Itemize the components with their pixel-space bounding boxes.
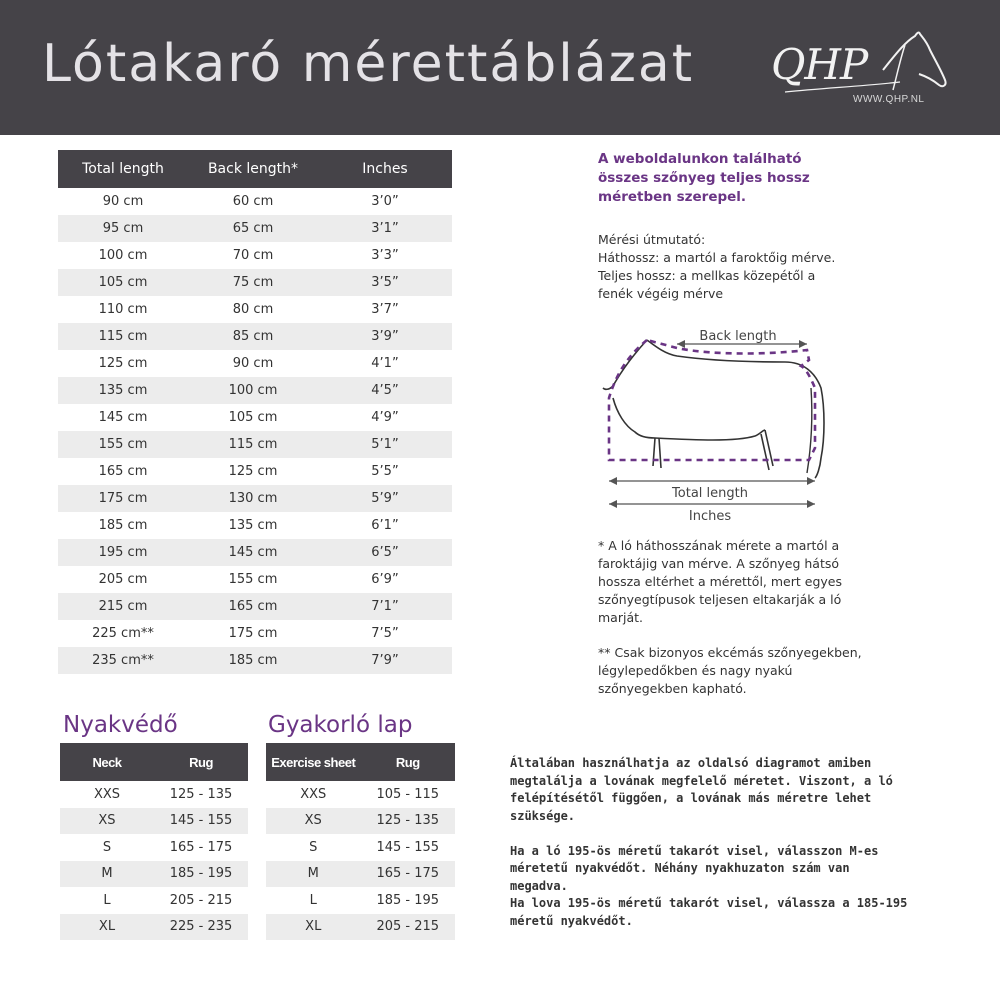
page-title: Lótakaró mérettáblázat bbox=[42, 34, 695, 94]
table-row bbox=[58, 242, 452, 269]
table-row bbox=[58, 215, 452, 242]
neck-guard-title: Nyakvédő bbox=[63, 712, 178, 738]
table-cell: 110 cm bbox=[98, 302, 148, 317]
horse-diagram-icon bbox=[595, 318, 835, 528]
table-cell: 165 cm bbox=[188, 593, 318, 620]
table-cell: 185 cm bbox=[188, 647, 318, 674]
table-cell: 5’1” bbox=[318, 431, 452, 458]
table-cell: 3’0” bbox=[371, 194, 399, 209]
table-cell: XS bbox=[60, 808, 154, 835]
table-cell: 125 - 135 bbox=[361, 808, 456, 835]
table-row bbox=[266, 914, 455, 941]
table-cell: 6’9” bbox=[371, 572, 399, 587]
neck-table-body bbox=[60, 781, 248, 940]
table-cell: 5’5” bbox=[371, 464, 399, 479]
horse-measurement-diagram bbox=[595, 318, 835, 528]
table-header-row bbox=[58, 150, 452, 188]
table-cell: 185 - 195 bbox=[376, 892, 440, 908]
table-cell: 225 - 235 bbox=[154, 914, 248, 941]
table-row bbox=[58, 323, 452, 350]
table-row bbox=[58, 350, 452, 377]
table-cell: 3’1” bbox=[318, 215, 452, 242]
table-row bbox=[58, 593, 452, 620]
column-header: Exercise sheet bbox=[266, 743, 361, 781]
table-row bbox=[60, 914, 248, 941]
table-cell: XXS bbox=[93, 786, 121, 802]
qhp-logo bbox=[765, 30, 965, 115]
table-cell: 90 cm bbox=[102, 194, 144, 209]
table-cell: L bbox=[103, 892, 111, 908]
table-cell: 125 cm bbox=[98, 356, 148, 371]
table-cell: 5’9” bbox=[318, 485, 452, 512]
table-row bbox=[58, 458, 452, 485]
table-row bbox=[58, 539, 452, 566]
table-cell: 165 - 175 bbox=[361, 861, 456, 888]
table-cell: 6’5” bbox=[318, 539, 452, 566]
exercise-table-body bbox=[266, 781, 455, 940]
table-row bbox=[266, 861, 455, 888]
neck-size-table bbox=[60, 743, 248, 940]
table-cell: 125 - 135 bbox=[169, 786, 233, 802]
table-cell: XXS bbox=[300, 786, 327, 802]
table-cell: 65 cm bbox=[188, 215, 318, 242]
table-cell: 145 cm bbox=[98, 410, 148, 425]
table-cell: L bbox=[309, 892, 317, 908]
column-header: Rug bbox=[361, 743, 456, 781]
table-cell: 225 cm** bbox=[92, 626, 154, 641]
table-cell: 185 cm bbox=[98, 518, 148, 533]
table-cell: 100 cm bbox=[188, 377, 318, 404]
table-cell: 165 cm bbox=[98, 464, 148, 479]
table-cell: 100 cm bbox=[98, 248, 148, 263]
table-cell: XL bbox=[60, 914, 154, 941]
table-cell: 4’9” bbox=[371, 410, 399, 425]
table-cell: 4’5” bbox=[318, 377, 452, 404]
table-header-row bbox=[266, 743, 455, 781]
table-cell: 85 cm bbox=[188, 323, 318, 350]
table-cell: 155 cm bbox=[228, 572, 278, 587]
table-row bbox=[58, 647, 452, 674]
table-row bbox=[58, 566, 452, 593]
footnote-availability: ** Csak bizonyos ekcémás szőnyegekben, légylepedőkben és nagy nyakú szőnyegekben kapható. bbox=[598, 645, 862, 696]
table-cell: 215 cm bbox=[58, 593, 188, 620]
table-cell: 235 cm** bbox=[58, 647, 188, 674]
table-row bbox=[58, 512, 452, 539]
table-cell: XL bbox=[266, 914, 361, 941]
size-info-note: A weboldalunkon található összes szőnyeg teljes hossz méretben szerepel. bbox=[598, 151, 810, 205]
table-cell: S bbox=[102, 839, 112, 855]
table-row bbox=[58, 404, 452, 431]
table-cell: 95 cm bbox=[58, 215, 188, 242]
size-table bbox=[58, 150, 452, 674]
table-row bbox=[266, 834, 455, 861]
size-table-body bbox=[58, 188, 452, 674]
exercise-size-table bbox=[266, 743, 455, 940]
logo-url: WWW.QHP.NL bbox=[853, 94, 925, 105]
table-cell: 145 cm bbox=[188, 539, 318, 566]
table-row bbox=[60, 808, 248, 835]
table-cell: 205 - 215 bbox=[169, 892, 233, 908]
table-cell: 105 cm bbox=[58, 269, 188, 296]
table-row bbox=[60, 887, 248, 914]
table-cell: 3’9” bbox=[318, 323, 452, 350]
table-cell: 3’5” bbox=[318, 269, 452, 296]
column-header: Total length bbox=[58, 150, 188, 188]
table-cell: 125 cm bbox=[228, 464, 278, 479]
table-cell: 7’1” bbox=[318, 593, 452, 620]
column-header: Rug bbox=[154, 743, 248, 781]
table-cell: 3’7” bbox=[371, 302, 399, 317]
table-row bbox=[58, 269, 452, 296]
table-row bbox=[58, 485, 452, 512]
back-length-label: Back length bbox=[699, 329, 777, 344]
table-cell: 175 cm bbox=[58, 485, 188, 512]
table-row bbox=[60, 861, 248, 888]
table-cell: 80 cm bbox=[232, 302, 274, 317]
table-row bbox=[60, 781, 248, 808]
table-cell: 4’1” bbox=[371, 356, 399, 371]
table-cell: 135 cm bbox=[58, 377, 188, 404]
table-header-row bbox=[60, 743, 248, 781]
table-cell: M bbox=[266, 861, 361, 888]
page-header bbox=[0, 0, 1000, 135]
exercise-sheet-title: Gyakorló lap bbox=[268, 712, 413, 738]
column-header: Neck bbox=[60, 743, 154, 781]
table-row bbox=[266, 887, 455, 914]
table-cell: 115 cm bbox=[58, 323, 188, 350]
footnote-back-length: * A ló háthosszának mérete a martól a faroktájig van mérve. A szőnyeg hátsó hossza eltérhet a mérettől, mert egyes szőnyegtípusok teljesen eltakarják a ló marját. bbox=[598, 538, 842, 625]
neck-guard-advice: Általában használhatja az oldalsó diagramot amiben megtalálja a lovának megfelelő méretet. Viszont, a ló felépítésétől függően, a lovának más méretre lehet szüksége. Ha a ló 195-ös méretű takarót visel, válasszon M-es méretetű nyakvédőt. Néhány nyakhuzaton szám van megadva. Ha lova 195-ös méretű takarót visel, válassza a 185-195 méretű nyakvédőt. bbox=[510, 756, 908, 928]
table-row bbox=[60, 834, 248, 861]
table-cell: 165 - 175 bbox=[169, 839, 233, 855]
table-cell: 60 cm bbox=[232, 194, 274, 209]
table-cell: 105 cm bbox=[228, 410, 278, 425]
table-cell: 135 cm bbox=[228, 518, 278, 533]
table-row bbox=[58, 296, 452, 323]
table-cell: 105 - 115 bbox=[376, 786, 440, 802]
table-row bbox=[58, 377, 452, 404]
table-cell: 115 cm bbox=[188, 431, 318, 458]
table-cell: 75 cm bbox=[188, 269, 318, 296]
table-cell: 7’5” bbox=[371, 626, 399, 641]
table-cell: 3’3” bbox=[371, 248, 399, 263]
table-cell: M bbox=[60, 861, 154, 888]
table-cell: 6’1” bbox=[371, 518, 399, 533]
table-cell: 205 - 215 bbox=[361, 914, 456, 941]
table-cell: 70 cm bbox=[232, 248, 274, 263]
table-cell: 155 cm bbox=[58, 431, 188, 458]
table-row bbox=[266, 781, 455, 808]
table-cell: 185 - 195 bbox=[154, 861, 248, 888]
measuring-guide: Mérési útmutató: Háthossz: a martól a faroktőig mérve. Teljes hossz: a mellkas közepétől a fenék végéig mérve bbox=[598, 232, 836, 301]
inches-label: Inches bbox=[688, 509, 732, 524]
table-cell: 7’9” bbox=[318, 647, 452, 674]
table-cell: S bbox=[309, 839, 318, 855]
table-row bbox=[58, 620, 452, 647]
table-cell: XS bbox=[266, 808, 361, 835]
table-cell: 145 - 155 bbox=[154, 808, 248, 835]
table-row bbox=[58, 431, 452, 458]
table-cell: 90 cm bbox=[232, 356, 274, 371]
table-cell: 195 cm bbox=[58, 539, 188, 566]
table-row bbox=[58, 188, 452, 215]
table-row bbox=[266, 808, 455, 835]
table-cell: 130 cm bbox=[188, 485, 318, 512]
table-cell: 145 - 155 bbox=[376, 839, 440, 855]
logo-text: QHP bbox=[771, 40, 868, 89]
column-header: Inches bbox=[318, 150, 452, 188]
total-length-label: Total length bbox=[672, 486, 748, 501]
table-cell: 175 cm bbox=[228, 626, 278, 641]
table-cell: 205 cm bbox=[98, 572, 148, 587]
column-header: Back length* bbox=[188, 150, 318, 188]
